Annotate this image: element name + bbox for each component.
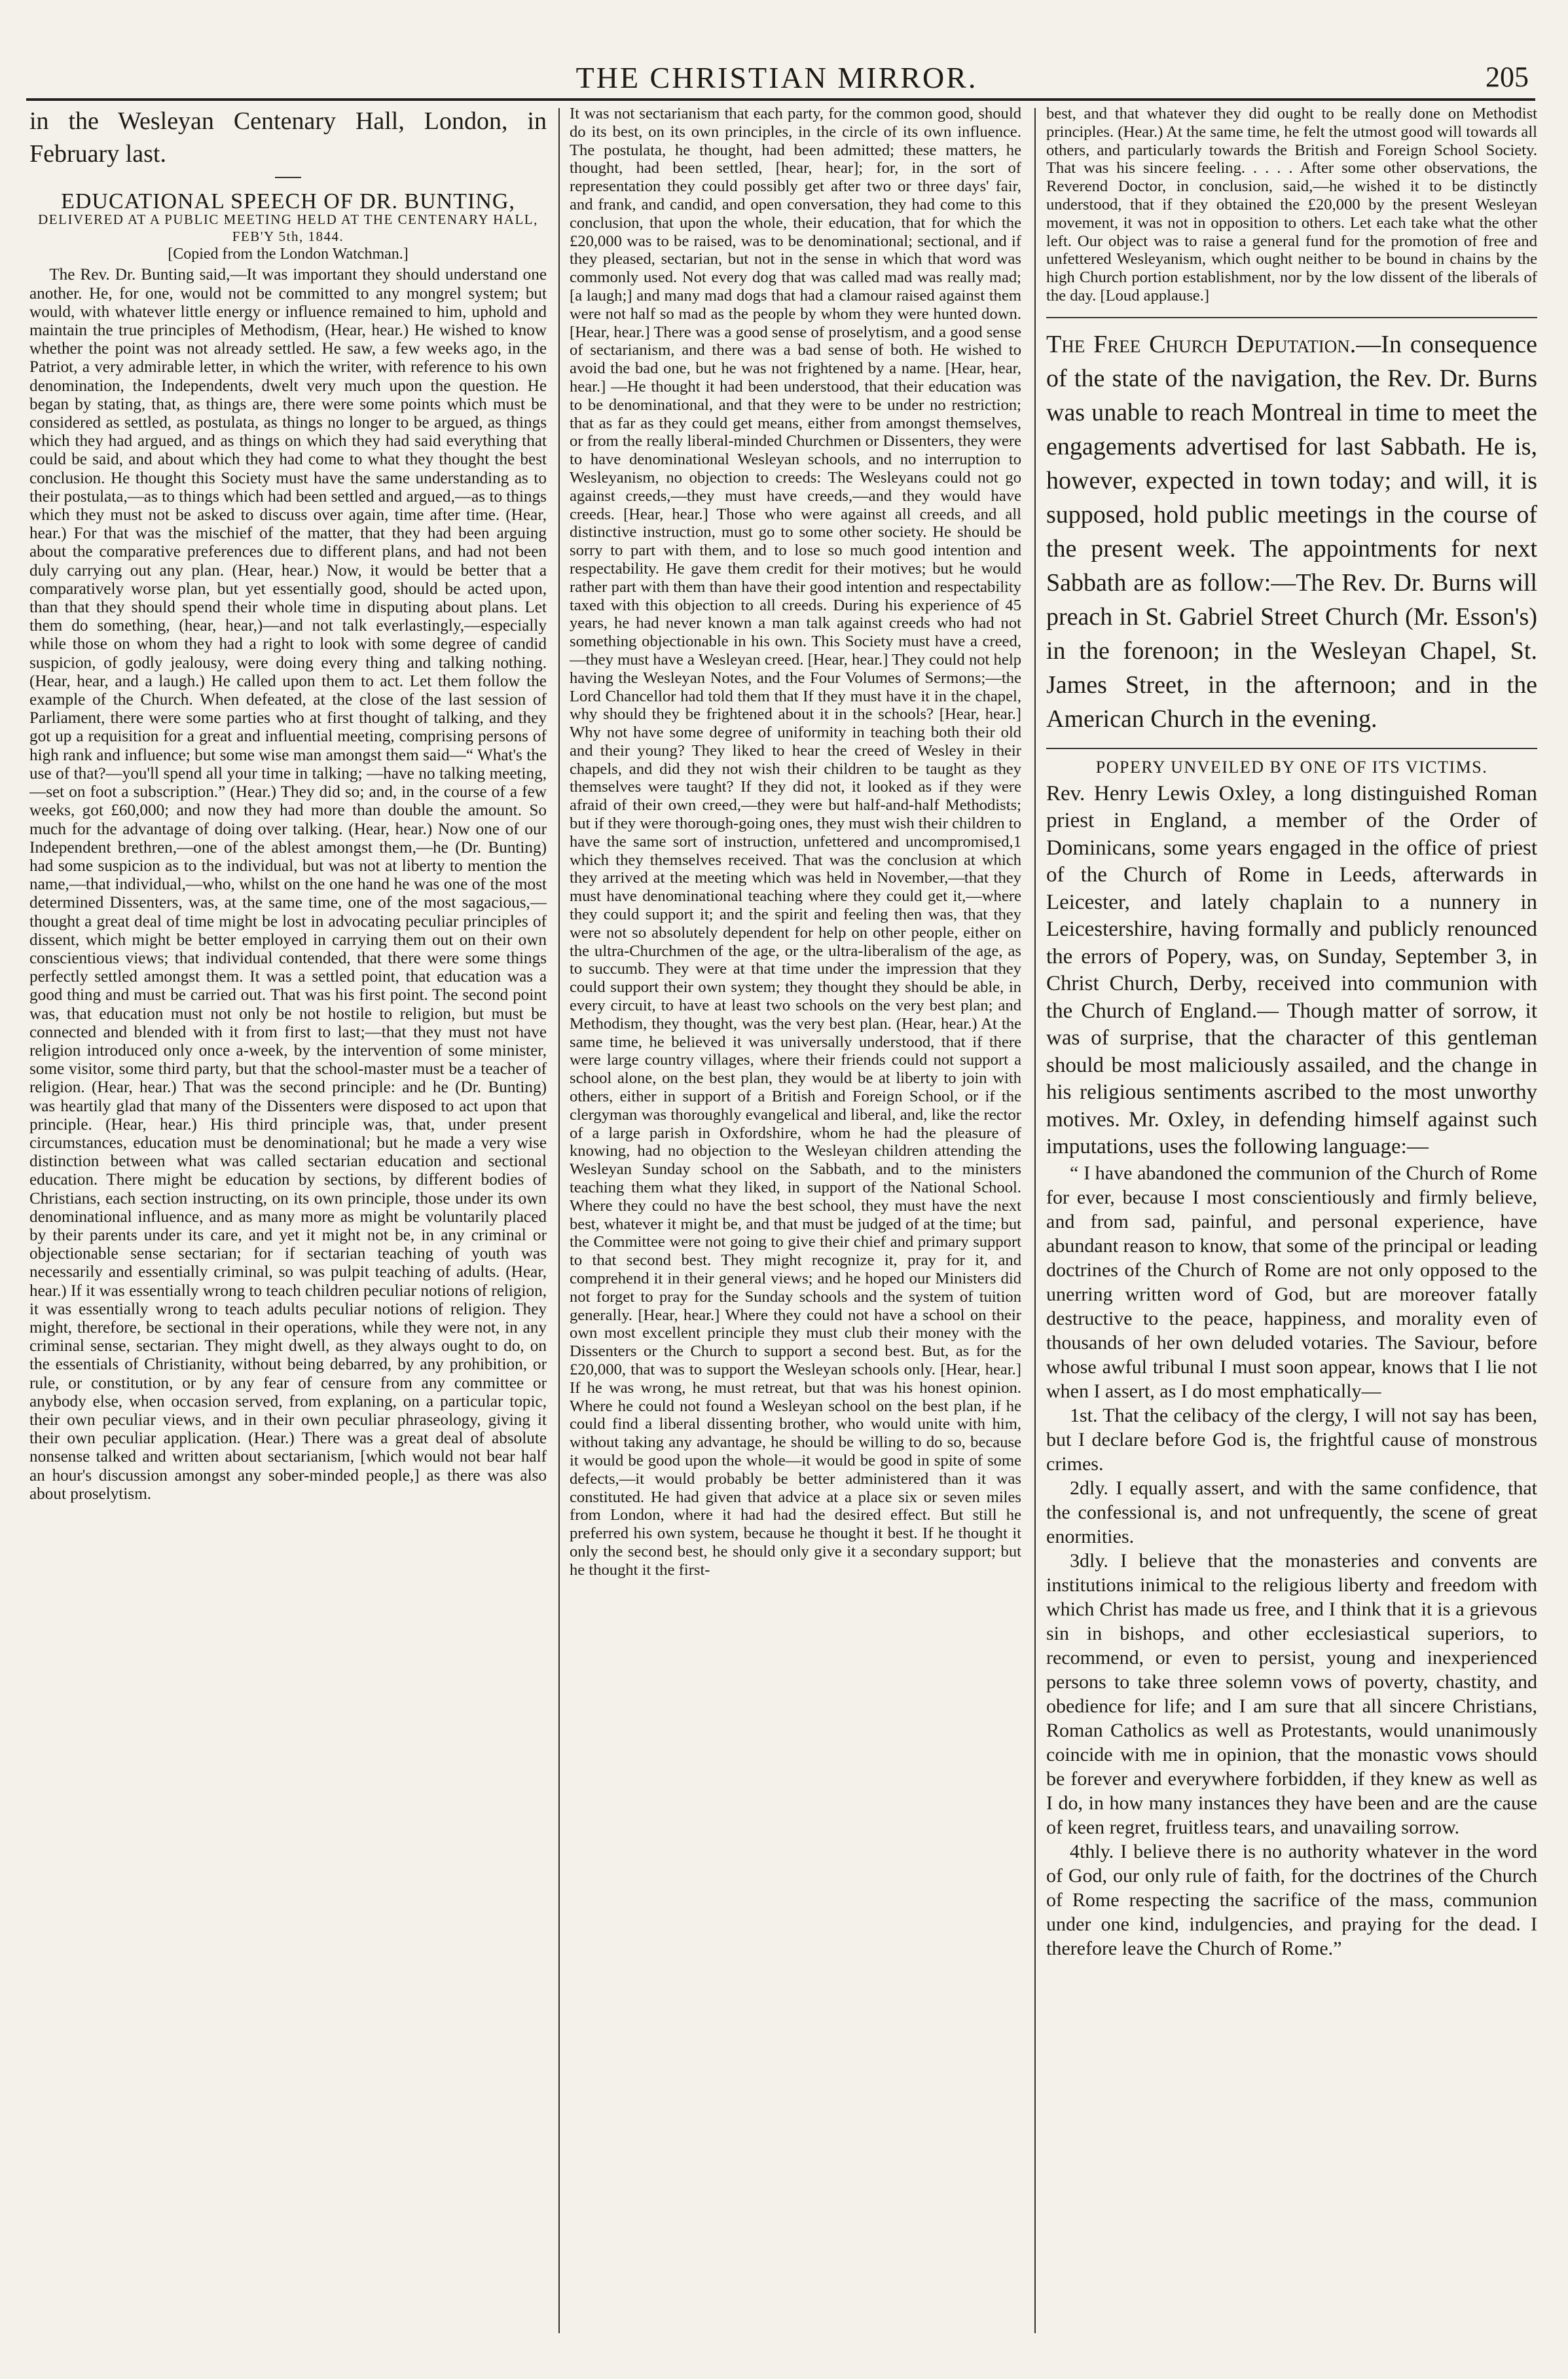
header-rule	[26, 98, 1535, 101]
column-3	[1046, 105, 1537, 2340]
column-2	[570, 105, 1021, 2340]
column-rule	[1034, 108, 1036, 2333]
section-divider	[1046, 748, 1537, 749]
column-1	[29, 105, 547, 2340]
running-head	[18, 60, 1535, 100]
quote-paragraph: 2dly. I equally assert, and with the same confidence, that the confessional is, and not unfrequently, the scene of great enormities.	[1046, 1477, 1537, 1547]
section-divider	[1046, 317, 1537, 318]
intro-line: in the Wesleyan Centenary Hall, London, in February last.	[29, 107, 547, 168]
article-credit: [Copied from the London Watchman.]	[168, 246, 409, 263]
article-paragraph: It was not sectarianism that each party, for the common good, should do its best, on its own principles, in the circle of its own influence. The postulata, he thought, had been admitted; these matters, he thought, had been settled, [hear, hear]; for, in the sort of representation they could possibly get after two or three days' fair, and frank, and candid, and open conversation, they had come to this conclusion, that upon the whole, their education, that for which the £20,000 was to be raised, was to be denominational; sectional, and if they pleased, sectarian, but not in the sense in which that word was commonly used. Not every dog that was called mad was really mad; [a laugh;] and many mad dogs that had a clamour raised against them were not half so mad as the people by whom they were hunted down. [Hear, hear.] There was a good sense of proselytism, and a good sense of sectarianism, and there was a bad sense of both. He wished to avoid the bad one, but he was not frightened by a name. [Hear, hear, hear.] —He thought it had been understood, that their education was to be denominational, and that they were to be under no restriction; that as far as they could get means, either from amongst themselves, or from the really liberal-minded Churchmen or Dissenters, they were to have denominational Wesleyan schools, and no interruption to Wesleyanism, no objection to creeds: The Wesleyans could not go against creeds,—they must have creeds,—and they would have creeds. [Hear, hear.] Those who were against all creeds, and all distinctive instruction, must go to some other society. He should be sorry to part with them, and to lose so much good intention and respectability. He gave them credit for their motives; but he would rather part with them than have their good intention and respectability taxed with this objection to all creeds. During his experience of 45 years, he had never known a man talk against creeds who had not something objectionable in his own. This Society must have a creed,—they must have a Wesleyan creed. [Hear, hear.] They could not help having the Wesleyan Notes, and the Four Volumes of Sermons;—the Lord Chancellor had told them that If they must have it in the chapel, why should they be frightened about it in the schools? [Hear, hear.] Why not have some degree of uniformity in teaching both their old and their young? They liked to hear the creed of Wesley in their chapels, and did they not wish their children to be taught as they themselves were taught? If they did not, it looked as if they were afraid of their own creed,—they were but half-and-half Methodists; but if they were thorough-going ones, they must wish their children to have the same sort of instruction, unfettered and uncompromised,1 which they themselves received. That was the conclusion at which they arrived at the meeting which was held in November,—that they must have denominational teaching where they could get it,—where they could support it; and the spirit and feeling then was, that they were not so absolutely dependent for help on other people, either on the ultra-Churchmen of the age, or the ultra-liberalism of the age, as to succumb. They were at that time under the impression that they could support their own system; they thought they should be able, in every circuit, to have at least two schools on the very best plan; and Methodism, they thought, was the very best plan. (Hear, hear.) At the same time, he believed it was universally understood, that if there were large country villages, where their friends could not support a school alone, on the best plan, they would be at liberty to join with others, either in support of a British and Foreign School, or if the clergyman was thoroughly evangelical and liberal, and, like the rector of a large parish in Oxfordshire, whom he had the pleasure of knowing, had no objection to the Wesleyan children attending the Wesleyan Sunday school on the Sabbath, and to the ministers teaching them what they liked, in support of the National School. Where they could no have the best school, they must have the next best, whatever it might be, and that must be judged of at the time; but the Committee were not going to give their chief and primary support to that second best. They might recognize it, pray for it, and comprehend it in their general views; and he hoped our Ministers did not forget to pray for the Sunday schools and the system of tuition generally. [Hear, hear.] Where they could not have a school on their own most excellent principle they must club their money with the Dissenters or the Church to support a second best. But, as for the £20,000, that was to support the Wesleyan schools only. [Hear, hear.] If he was wrong, he must retreat, but that was his honest opinion. Where he could not found a Wesleyan school on the best plan, if he could find a liberal dissenting brother, who would unite with him, without taking any advantage, he should be willing to do so, because it would be good upon the whole—it would be good in spite of some defects,—it would probably be better administered than it was constituted. He had given that advice at a place six or seven miles from London, where it had had the desired effect. But still he preferred his own system, because he thought it best. If he thought it only the second best, he should only give it a secondary support; but he thought it the first-	[570, 105, 1021, 1579]
quote-paragraph: 3dly. I believe that the monasteries and convents are institutions inimical to the religious liberty and freedom with which Christ has made us free, and I think that it is a grievous sin in bishops, and other ecclesiastical superiors, to recommend, or even to persist, young and inexperienced persons to take three solemn vows of poverty, chastity, and obedience for life; and I am sure that all sincere Christians, Roman Catholics as well as Protestants, would unanimously coincide with me in opinion, that the monastic vows should be forever and everywhere forbidden, if they knew as well as I do, in how many instances they have been and are the cause of keen regret, fruitless tears, and unavailing sorrow.	[1046, 1549, 1537, 1838]
article-heading: EDUCATIONAL SPEECH OF DR. BUNTING,	[61, 189, 515, 213]
page-number: 205	[1486, 61, 1529, 93]
quote-paragraph: “ I have abandoned the communion of the Church of Rome for ever, because I most conscientiously and firmly believe, and from sad, painful, and personal experience, have abundant reason to know, that some of the principal or leading doctrines of the Church of Rome are not only opposed to the unerring written word of God, but are moreover fatally destructive to the peace, happiness, and morality even of thousands of her own deluded votaries. The Saviour, before whose awful tribunal I must soon appear, knows that I lie not when I assert, as I do most emphatically—	[1046, 1162, 1537, 1402]
notice-text: —In consequence of the state of the navigation, the Rev. Dr. Burns was unable to reach Montreal in time to meet the engagements advertised for last Sabbath. He is, however, expected in town today; and will, it is supposed, hold public meetings in the course of the present week. The appointments for next Sabbath are as follow:—The Rev. Dr. Burns will preach in St. Gabriel Street Church (Mr. Esson's) in the forenoon; in the Wesleyan Chapel, St. James Street, in the afternoon; and in the American Church in the evening.	[1046, 330, 1537, 733]
article-paragraph: best, and that whatever they did ought to be really done on Methodist principles. (Hear.) At the same time, he felt the utmost good will towards all others, and particularly towards the British and Foreign School Society. That was his sincere feeling. . . . . After some other observations, the Reverend Doctor, in conclusion, said,—he wished it to be distinctly understood, that if they obtained the £20,000 by the present Wesleyan movement, it was not in opposition to others. Let each take what the other left. Our object was to raise a general fund for the promotion of free and unfettered Wesleyanism, which ought neither to be bound in chains by the high Church portion establishment, nor by the low dissent of the liberals of the day. [Loud applause.]	[1046, 105, 1537, 304]
article-paragraph: The Rev. Dr. Bunting said,—It was important they should understand one another. He, for one, would not be committed to any mongrel system; but would, with whatever little energy or influence remained to him, uphold and maintain the true principles of Methodism, (Hear, hear.) He wished to know whether the point was not already settled. He saw, a few weeks ago, in the Patriot, a very admirable letter, in which the writer, with reference to his own denomination, the Independents, dwelt very much upon the question. He began by stating, that, as things are, there were some points which must be considered as settled, as postulata, as things no longer to be argued, as things which they had argued, and as things on which they had said everything that could be said, and about which they had come to what they thought the best conclusion. He thought this Society must have the same understanding as to their postulata,—as to things which had been settled and argued,—as to things which they must not be asked to discuss over again, time after time. (Hear, hear.) For that was the mischief of the matter, that they had been arguing about the comparative preferences due to different plans, and had not been duly carrying out any plan. (Hear, hear.) Now, it would be better that a comparatively worse plan, but yet essentially good, should be acted upon, than that they should spend their whole time in disputing about plans. Let them do something, (hear, hear,)—and not talk everlastingly,—especially while those on whom they had a right to look with some degree of candid suspicion, of godly jealousy, were doing every thing and talking nothing. (Hear, hear, and a laugh.) He called upon them to act. Let them follow the example of the Church. When defeated, at the close of the last session of Parliament, there were some parties who at first thought of talking, and they got up a requisition for a great and influential meeting, comprising persons of high rank and influence; but some wise man amongst them said—“ What's the use of that?—you'll spend all your time in talking; —have no talking meeting,—set on foot a subscription.” (Hear.) They did so; and, in the course of a few weeks, got £60,000; and now they had more than double the amount. So much for the advantage of doing over talking. (Hear, hear.) Now one of our Independent brethren,—one of the ablest amongst them,—he (Dr. Bunting) had some suspicion as to the individual, but was not at liberty to mention the name,—that individual,—who, whilst on the one hand he was one of the most determined Dissenters, was, at the same time, one of the most sagacious,—thought a great deal of time might be lost in advocating peculiar principles of dissent, which might be better employed in carrying them out on their own conscientious views; that individual contended, that there were some things perfectly settled amongst them. It was a settled point, that education was a good thing and must be carried out. That was his first point. The second point was, that education must not only be not hostile to religion, but must be connected and blended with it from first to last;—that they must not have religion introduced only once a-week, by the intervention of some minister, some visitor, some third party, but that the school-master must be a teacher of religion. (Hear, hear.) That was the second principle: and he (Dr. Bunting) was heartily glad that many of the Dissenters were disposed to act upon that principle. (Hear, hear.) His third principle was, that, under present circumstances, education must be denominational; but he made a very wise distinction between what was called sectarian education and sectional education. There might be education by sections, by different bodies of Christians, each section instructing, on its own principle, those under its own denominational influence, and as many more as might be voluntarily placed by their parents under its care, and yet it might not be, in any criminal or objectionable sense sectarian; for if sectarian teaching of youth was necessarily and essentially criminal, so was pulpit teaching of adults. (Hear, hear.) If it was essentially wrong to teach children peculiar notions of religion, it was essentially wrong to teach adults peculiar notions of religion. They might, therefore, be sectional in their operations, while they were not, in any criminal sense, sectarian. They might dwell, as they always ought to do, on the essentials of Christianity, without being debarred, by any prohibition, or rule, or constitution, or by any fear of censure from any committee or anybody else, when occasion served, from explaning, on a particular topic, their own peculiar views, and in their own peculiar phraseology, giving it their own peculiar application. (Hear.) There was a great deal of absolute nonsense talked and written about sectarianism, [which would not bear half an hour's discussion amongst any sober-minded people,] as there was also about proselytism.	[29, 266, 547, 1503]
short-divider	[275, 177, 301, 178]
notice-paragraph	[1046, 327, 1537, 736]
running-title: THE CHRISTIAN MIRROR.	[575, 61, 978, 94]
quote-paragraph: 4thly. I believe there is no authority whatever in the word of God, our only rule of faith, for the doctrines of the Church of Rome respecting the sacrifice of the mass, communion under one kind, indulgencies, and praying for the dead. I therefore leave the Church of Rome.”	[1046, 1840, 1537, 1959]
notice-label: The Free Church Deputation.	[1046, 330, 1357, 358]
column-rule	[558, 108, 560, 2333]
article-subheading: DELIVERED AT A PUBLIC MEETING HELD AT THE CENTENARY HALL, FEB'Y 5th, 1844.	[38, 212, 538, 245]
quote-paragraph: 1st. That the celibacy of the clergy, I will not say has been, but I declare before God is, the frightful cause of monstrous crimes.	[1046, 1404, 1537, 1475]
popery-heading: POPERY UNVEILED BY ONE OF ITS VICTIMS.	[1095, 757, 1488, 777]
popery-intro: Rev. Henry Lewis Oxley, a long distinguished Roman priest in England, a member of the Order of Dominicans, some years engaged in the office of priest of the Church of Rome in Leeds, afterwards in Leicester, and lately chaplain to a nunnery in Leicestershire, having formally and publicly renounced the errors of Popery, was, on Sunday, September 3, in Christ Church, Derby, received into communion with the Church of England.— Though matter of sorrow, it was of surprise, that the character of this gentleman should be most maliciously assailed, and the change in his religious sentiments ascribed to the most unworthy motives. Mr. Oxley, in defending himself against such imputations, uses the following language:—	[1046, 781, 1537, 1159]
